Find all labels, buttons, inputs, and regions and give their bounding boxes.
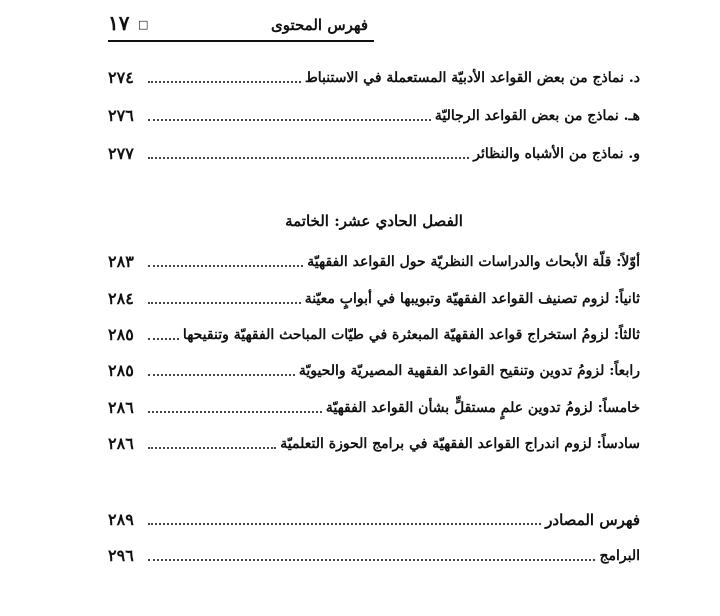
toc-entry	[108, 432, 640, 454]
toc-entry-label: رابعاً: لزومُ تدوين وتنقيح القواعد الفقهية المصيريّة والحيويّة	[298, 363, 640, 379]
leader-dots	[148, 265, 303, 267]
toc-entry	[108, 508, 640, 530]
toc-entry-label: و. نماذج من الأشباه والنظائر	[473, 146, 640, 162]
header-title: فهرس المحتوى	[270, 16, 368, 34]
toc-entry-label: ثالثاً: لزومُ استخراج قواعد الفقهيّة المبعثرة في طيّات المباحث الفقهيّة وتنقيحها	[182, 327, 640, 343]
toc-entry	[108, 544, 640, 566]
toc-entry-page: ٢٨٣	[108, 252, 134, 271]
chapter-heading: الفصل الحادي عشر: الخاتمة	[285, 212, 463, 230]
toc-entry	[108, 396, 640, 418]
toc-entry-page: ٢٨٦	[108, 398, 134, 417]
toc-entry-label: أوّلاً: قلّة الأبحاث والدراسات النظريّة حول القواعد الفقهيّة	[307, 254, 640, 270]
toc-entry	[108, 104, 640, 126]
header-page-number: ١٧	[108, 11, 130, 35]
toc-entry	[108, 359, 640, 381]
toc-entry-label: هـ. نماذج من بعض القواعد الرجاليّة	[434, 108, 640, 124]
leader-dots	[148, 302, 301, 304]
toc-entry-label: خامساً: لزومُ تدوين علمٍ مستقلٍّ بشأن القواعد الفقهيّة	[325, 400, 640, 416]
leader-dots	[148, 81, 301, 83]
toc-entry	[108, 250, 640, 272]
leader-dots	[148, 338, 179, 340]
toc-entry-page: ٢٨٤	[108, 289, 134, 308]
toc-entry-page: ٢٩٦	[108, 546, 134, 565]
toc-entry-page: ٢٨٩	[108, 510, 134, 529]
toc-entry-page: ٢٨٦	[108, 434, 134, 453]
running-header	[108, 8, 374, 40]
leader-dots	[148, 447, 276, 449]
leader-dots	[148, 157, 469, 159]
toc-entry-label: ثانياً: لزوم تصنيف القواعد الفقهيّة وتبويبها في أبوابٍ معيّنة	[304, 291, 640, 307]
leader-dots	[148, 411, 322, 413]
toc-entry	[108, 66, 640, 88]
header-rule	[108, 40, 374, 42]
toc-entry-label: فهرس المصادر	[545, 511, 640, 529]
toc-entry-page: ٢٧٤	[108, 68, 134, 87]
toc-entry-page: ٢٧٦	[108, 106, 134, 125]
toc-entry-label: سادساً: لزوم اندراج القواعد الفقهيّة في برامج الحوزة التعلميّة	[280, 436, 640, 452]
toc-entry-page: ٢٨٥	[108, 361, 134, 380]
toc-entry-label: البرامج	[599, 548, 640, 564]
toc-entry-label: د. نماذج من بعض القواعد الأدبيّة المستعملة في الاستنباط	[304, 70, 640, 86]
leader-dots	[148, 523, 541, 525]
toc-entry-page: ٢٨٥	[108, 325, 134, 344]
leader-dots	[148, 559, 595, 561]
leader-dots	[148, 374, 295, 376]
toc-entry	[108, 287, 640, 309]
toc-entry	[108, 142, 640, 164]
toc-entry-page: ٢٧٧	[108, 144, 134, 163]
leader-dots	[148, 119, 431, 121]
square-bullet-icon: □	[138, 18, 149, 31]
toc-entry	[108, 323, 640, 345]
